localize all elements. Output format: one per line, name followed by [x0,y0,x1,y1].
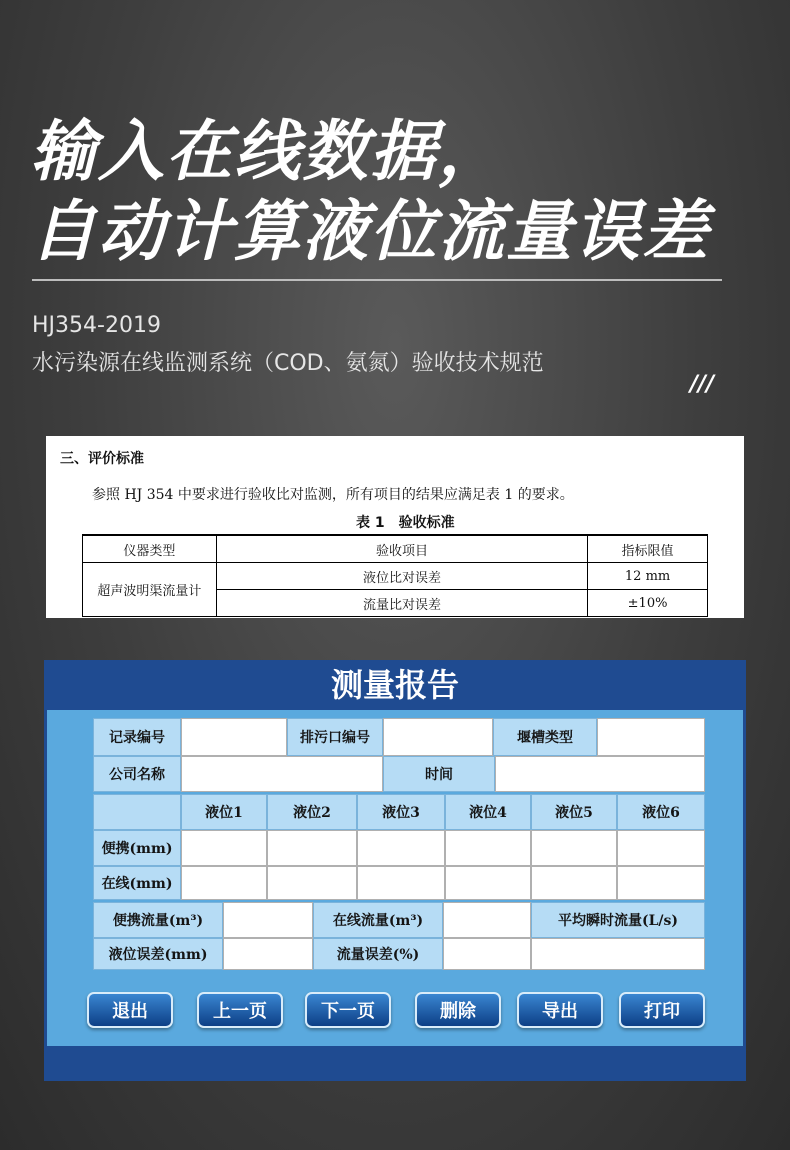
report-title: 测量报告 [330,666,459,704]
table-cell-item: 液位比对误差 [216,563,587,590]
divider [32,279,722,281]
online-label: 在线(mm) [93,866,181,900]
avg-flow-field[interactable] [531,938,705,970]
portable-flow-field[interactable] [223,902,313,938]
time-field[interactable] [495,756,705,792]
table-row [83,563,708,590]
record-no-label: 记录编号 [93,718,181,756]
print-button[interactable]: 打印 [619,992,705,1028]
standard-name: 水污染源在线监测系统（COD、氨氮）验收技术规范 [32,351,544,376]
level-header: 液位2 [267,794,357,830]
table-cell-item: 流量比对误差 [216,590,587,617]
table-header-cell: 仪器类型 [83,535,217,563]
portable-level-3-field[interactable] [357,830,445,866]
online-level-1-field[interactable] [181,866,267,900]
portable-level-6-field[interactable] [617,830,705,866]
doc-table-caption: 表 1 验收标准 [356,515,455,531]
company-field[interactable] [181,756,383,792]
decorative-slashes: /// [690,372,715,397]
standard-document-excerpt [46,436,744,618]
level-header: 液位5 [531,794,617,830]
portable-level-4-field[interactable] [445,830,531,866]
weir-type-field[interactable] [597,718,705,756]
level-error-label: 液位误差(mm) [93,938,223,970]
online-flow-label: 在线流量(m³) [313,902,443,938]
online-level-5-field[interactable] [531,866,617,900]
exit-button[interactable]: 退出 [87,992,173,1028]
level-header-blank [93,794,181,830]
level-header: 液位6 [617,794,705,830]
flow-error-field[interactable] [443,938,531,970]
standard-code: HJ354-2019 [32,313,161,338]
measurement-report-panel [44,660,746,1081]
table-cell-limit: ±10% [588,590,708,617]
flow-error-label: 流量误差(%) [313,938,443,970]
portable-flow-label: 便携流量(m³) [93,902,223,938]
company-label: 公司名称 [93,756,181,792]
avg-flow-label: 平均瞬时流量(L/s) [531,902,705,938]
time-label: 时间 [383,756,495,792]
table-header-cell: 指标限值 [588,535,708,563]
level-header: 液位1 [181,794,267,830]
table-cell-instrument: 超声波明渠流量计 [83,563,217,617]
weir-type-label: 堰槽类型 [493,718,597,756]
level-header: 液位4 [445,794,531,830]
table-header-row [83,535,708,563]
level-error-field[interactable] [223,938,313,970]
portable-label: 便携(mm) [93,830,181,866]
headline-line-2: 自动计算液位流量误差 [30,193,710,270]
table-cell-limit: 12 mm [588,563,708,590]
table-header-cell: 验收项目 [216,535,587,563]
acceptance-standard-table [82,534,708,617]
online-level-4-field[interactable] [445,866,531,900]
delete-button[interactable]: 删除 [415,992,501,1028]
headline [30,112,710,272]
online-level-3-field[interactable] [357,866,445,900]
doc-heading: 三、评价标准 [60,451,144,467]
doc-paragraph: 参照 HJ 354 中要求进行验收比对监测，所有项目的结果应满足表 1 的要求。 [92,487,574,503]
portable-level-2-field[interactable] [267,830,357,866]
level-header: 液位3 [357,794,445,830]
headline-line-1: 输入在线数据， [30,113,506,190]
next-page-button[interactable]: 下一页 [305,992,391,1028]
portable-level-1-field[interactable] [181,830,267,866]
outlet-no-label: 排污口编号 [287,718,383,756]
portable-level-5-field[interactable] [531,830,617,866]
export-button[interactable]: 导出 [517,992,603,1028]
online-level-6-field[interactable] [617,866,705,900]
prev-page-button[interactable]: 上一页 [197,992,283,1028]
report-body [47,710,743,1046]
outlet-no-field[interactable] [383,718,493,756]
online-level-2-field[interactable] [267,866,357,900]
online-flow-field[interactable] [443,902,531,938]
record-no-field[interactable] [181,718,287,756]
